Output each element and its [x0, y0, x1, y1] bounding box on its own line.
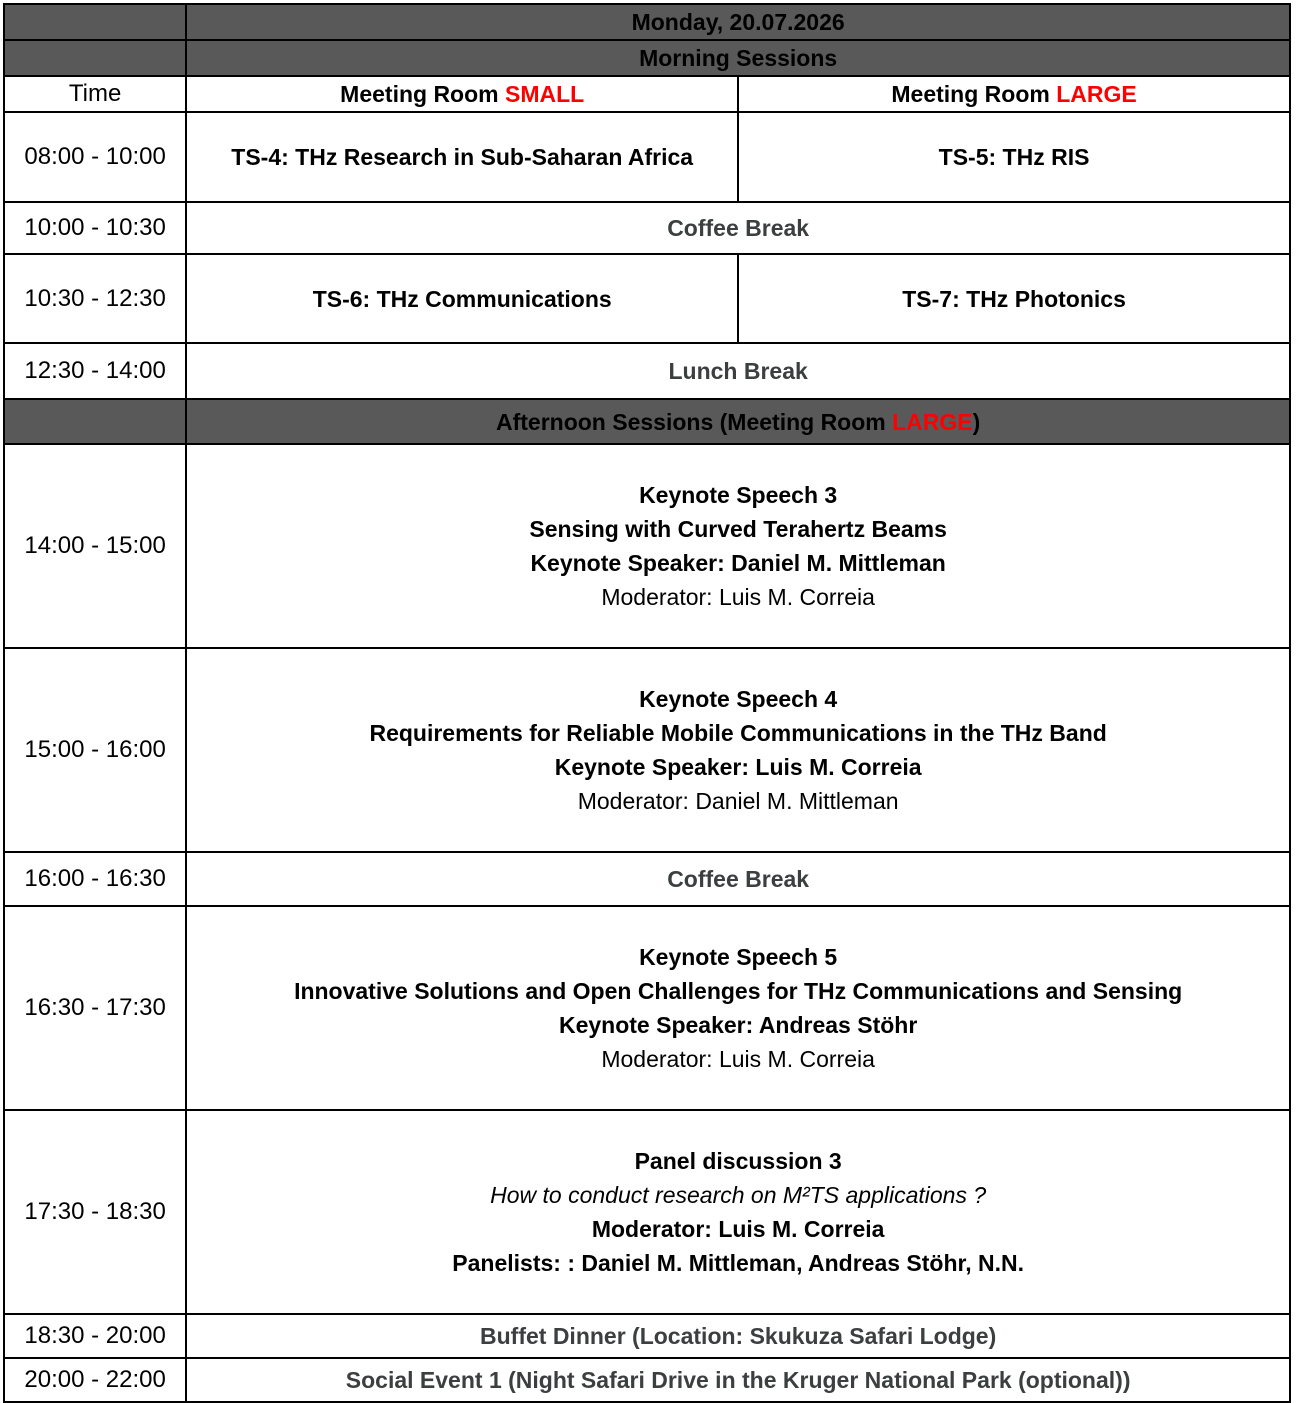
social-event: Social Event 1 (Night Safari Drive in the Kruger National Park (optional)): [186, 1358, 1290, 1402]
session-large: TS-7: THz Photonics: [738, 254, 1290, 343]
time-cell: 17:30 - 18:30: [4, 1110, 186, 1314]
afternoon-row: [4, 399, 1290, 444]
keynote-title: Keynote Speech 5: [639, 944, 838, 970]
room-large-prefix: Meeting Room: [891, 81, 1057, 107]
keynote-speaker: Keynote Speaker: Andreas Stöhr: [558, 1012, 918, 1038]
afternoon-room: LARGE: [892, 408, 973, 435]
session-small: TS-4: THz Research in Sub-Saharan Africa: [186, 112, 738, 202]
afternoon-sessions-label: [186, 399, 1290, 444]
keynote-moderator: Moderator: Luis M. Correia: [601, 1046, 875, 1072]
afternoon-row-corner: [4, 399, 186, 444]
keynote-moderator: Moderator: Luis M. Correia: [601, 584, 875, 610]
table-row: [4, 648, 1290, 852]
table-row: [4, 112, 1290, 202]
morning-row: [4, 40, 1290, 76]
panel-discussion-3: [186, 1110, 1290, 1314]
table-row: [4, 1110, 1290, 1314]
time-cell: 16:00 - 16:30: [4, 852, 186, 906]
schedule-table: [3, 3, 1291, 1403]
panel-question: How to conduct research on M²TS applications ?: [490, 1182, 987, 1208]
time-cell: 12:30 - 14:00: [4, 343, 186, 399]
buffet-dinner: Buffet Dinner (Location: Skukuza Safari Lodge): [186, 1314, 1290, 1358]
morning-row-corner: [4, 40, 186, 76]
coffee-break: Coffee Break: [186, 852, 1290, 906]
keynote-speaker: Keynote Speaker: Luis M. Correia: [554, 754, 922, 780]
room-large-name: LARGE: [1056, 81, 1137, 107]
table-row: [4, 906, 1290, 1110]
time-cell: 20:00 - 22:00: [4, 1358, 186, 1402]
keynote-5: [186, 906, 1290, 1110]
room-small-header: [186, 76, 738, 112]
keynote-speaker: Keynote Speaker: Daniel M. Mittleman: [530, 550, 946, 576]
afternoon-prefix: Afternoon Sessions (Meeting Room: [495, 408, 893, 435]
time-cell: 18:30 - 20:00: [4, 1314, 186, 1358]
lunch-break: Lunch Break: [186, 343, 1290, 399]
keynote-topic: Requirements for Reliable Mobile Communications in the THz Band: [369, 720, 1107, 746]
table-row: [4, 343, 1290, 399]
afternoon-suffix: ): [972, 408, 981, 435]
keynote-title: Keynote Speech 3: [639, 482, 838, 508]
room-large-header: [738, 76, 1290, 112]
panel-moderator: Moderator: Luis M. Correia: [591, 1216, 885, 1242]
time-cell: 15:00 - 16:00: [4, 648, 186, 852]
session-large: TS-5: THz RIS: [738, 112, 1290, 202]
keynote-topic: Sensing with Curved Terahertz Beams: [529, 516, 947, 542]
room-small-name: SMALL: [505, 81, 585, 107]
table-row: [4, 1358, 1290, 1402]
panel-panelists: Panelists: : Daniel M. Mittleman, Andreas Stöhr, N.N.: [452, 1250, 1024, 1276]
time-cell: 08:00 - 10:00: [4, 112, 186, 202]
table-row: [4, 1314, 1290, 1358]
panel-title: Panel discussion 3: [634, 1148, 842, 1174]
time-cell: 10:30 - 12:30: [4, 254, 186, 343]
keynote-topic: Innovative Solutions and Open Challenges for THz Communications and Sensing: [294, 978, 1183, 1004]
keynote-3: [186, 444, 1290, 648]
keynote-4: [186, 648, 1290, 852]
date-row: [4, 4, 1290, 40]
keynote-moderator: Moderator: Daniel M. Mittleman: [577, 788, 899, 814]
session-small: TS-6: THz Communications: [186, 254, 738, 343]
keynote-title: Keynote Speech 4: [639, 686, 838, 712]
table-row: [4, 202, 1290, 254]
time-column-header: Time: [4, 76, 186, 112]
table-row: [4, 852, 1290, 906]
morning-sessions-label: Morning Sessions: [186, 40, 1290, 76]
table-row: [4, 444, 1290, 648]
room-header-row: [4, 76, 1290, 112]
time-cell: 10:00 - 10:30: [4, 202, 186, 254]
table-row: [4, 254, 1290, 343]
time-cell: 16:30 - 17:30: [4, 906, 186, 1110]
date-title: Monday, 20.07.2026: [186, 4, 1290, 40]
date-row-corner: [4, 4, 186, 40]
coffee-break: Coffee Break: [186, 202, 1290, 254]
room-small-prefix: Meeting Room: [340, 81, 506, 107]
time-cell: 14:00 - 15:00: [4, 444, 186, 648]
